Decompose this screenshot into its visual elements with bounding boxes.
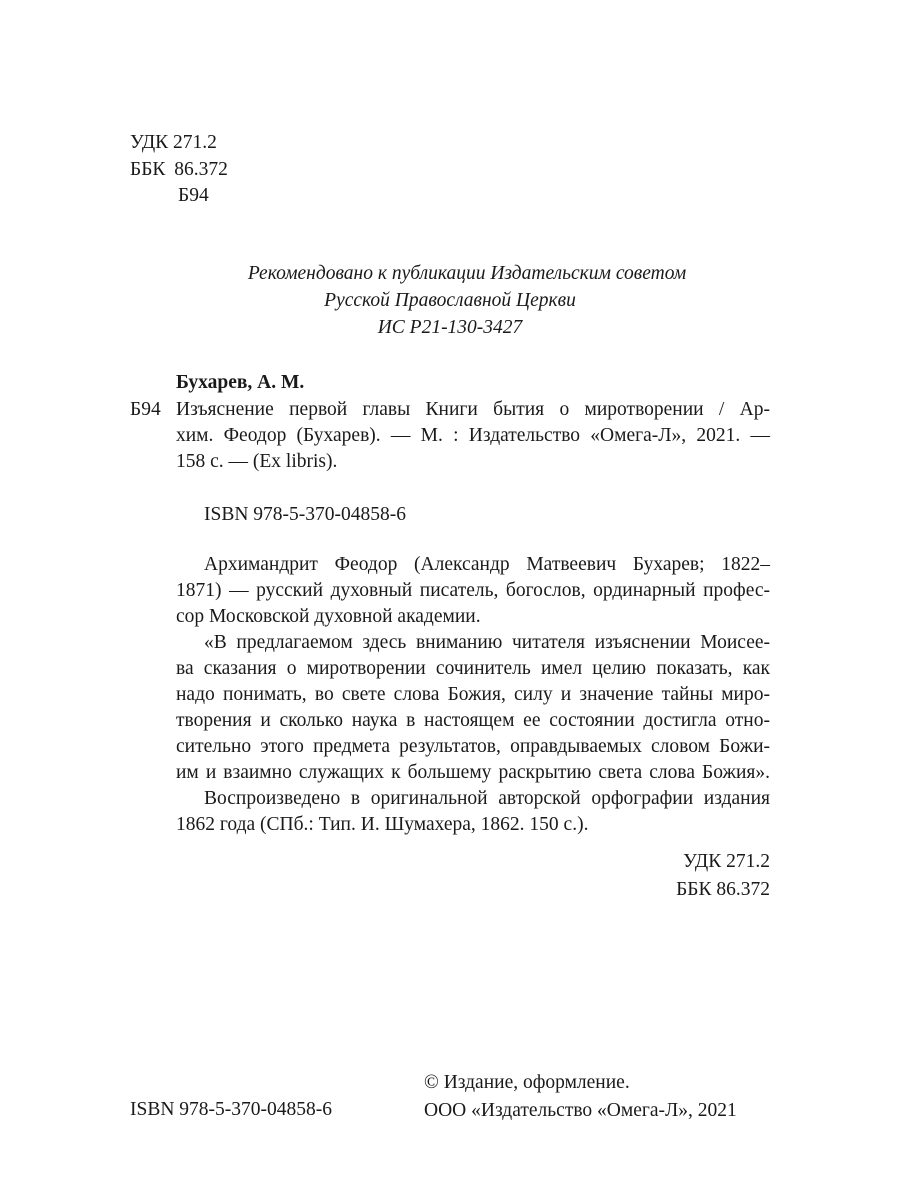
- recommendation-line-3: ИС Р21-130-3427: [377, 317, 523, 338]
- recommendation-block: [0, 260, 900, 341]
- recommendation-line-2: Русской Православной Церкви: [324, 290, 576, 311]
- copyright-block: [424, 1069, 737, 1125]
- annotation-line: надо понимать, во свете слова Божия, силу и значение тайны миро-: [176, 684, 770, 705]
- annotation-line: 1871) — русский духовный писатель, богослов, ординарный профес-: [176, 580, 770, 601]
- annotation-line: им и взаимно служащих к большему раскрытию света слова Божия».: [176, 762, 770, 783]
- udk-right: УДК 271.2: [683, 851, 770, 872]
- bbk-line: [130, 157, 228, 184]
- annotation-line: ва сказания о миротворении сочинитель имел целию показать, как: [176, 658, 770, 679]
- bibliography-description: [176, 397, 770, 475]
- udk-line: [130, 130, 228, 157]
- annotation-line: «В предлагаемом здесь вниманию читателя изъяснении Моисее-: [204, 632, 770, 653]
- annotation-line: Воспроизведено в оригинальной авторской орфографии издания: [204, 788, 770, 809]
- classification-block: [130, 130, 228, 210]
- bibliography-code: Б94: [130, 399, 161, 420]
- annotation-line: 1862 года (СПб.: Тип. И. Шумахера, 1862. 150 с.).: [176, 814, 589, 835]
- annotation: [176, 552, 770, 838]
- isbn: ISBN 978-5-370-04858-6: [204, 504, 407, 525]
- bibliography-line: Изъяснение первой главы Книги бытия о миротворении / Ар-: [176, 399, 770, 420]
- bibliography-line: 158 с. — (Ex libris).: [176, 451, 338, 472]
- bbk-label: ББК: [130, 158, 166, 180]
- bbk-value: 86.372: [174, 158, 228, 180]
- bibliography-author: Бухарев, А. М.: [176, 372, 305, 393]
- annotation-line: Архимандрит Феодор (Александр Матвеевич Бухарев; 1822–: [204, 554, 770, 575]
- recommendation-line-1: Рекомендовано к публикации Издательским советом: [247, 263, 687, 284]
- udk-label: УДК: [130, 132, 169, 153]
- udk-value: 271.2: [173, 132, 217, 153]
- annotation-line: сор Московской духовной академии.: [176, 606, 481, 627]
- copyright-line-1: © Издание, оформление.: [424, 1072, 630, 1093]
- footer-isbn: ISBN 978-5-370-04858-6: [130, 1099, 333, 1120]
- bibliography-line: хим. Феодор (Бухарев). — М. : Издательство «Омега-Л», 2021. —: [176, 425, 770, 446]
- bbk-right: ББК 86.372: [676, 879, 770, 900]
- annotation-line: сительно этого предмета результатов, оправдываемых словом Божи-: [176, 736, 770, 757]
- annotation-line: творения и сколько наука в настоящем ее состоянии достигла отно-: [176, 710, 770, 731]
- copyright-line-2: ООО «Издательство «Омега-Л», 2021: [424, 1100, 737, 1121]
- classification-right: [676, 848, 770, 904]
- author-code: Б94: [178, 185, 209, 206]
